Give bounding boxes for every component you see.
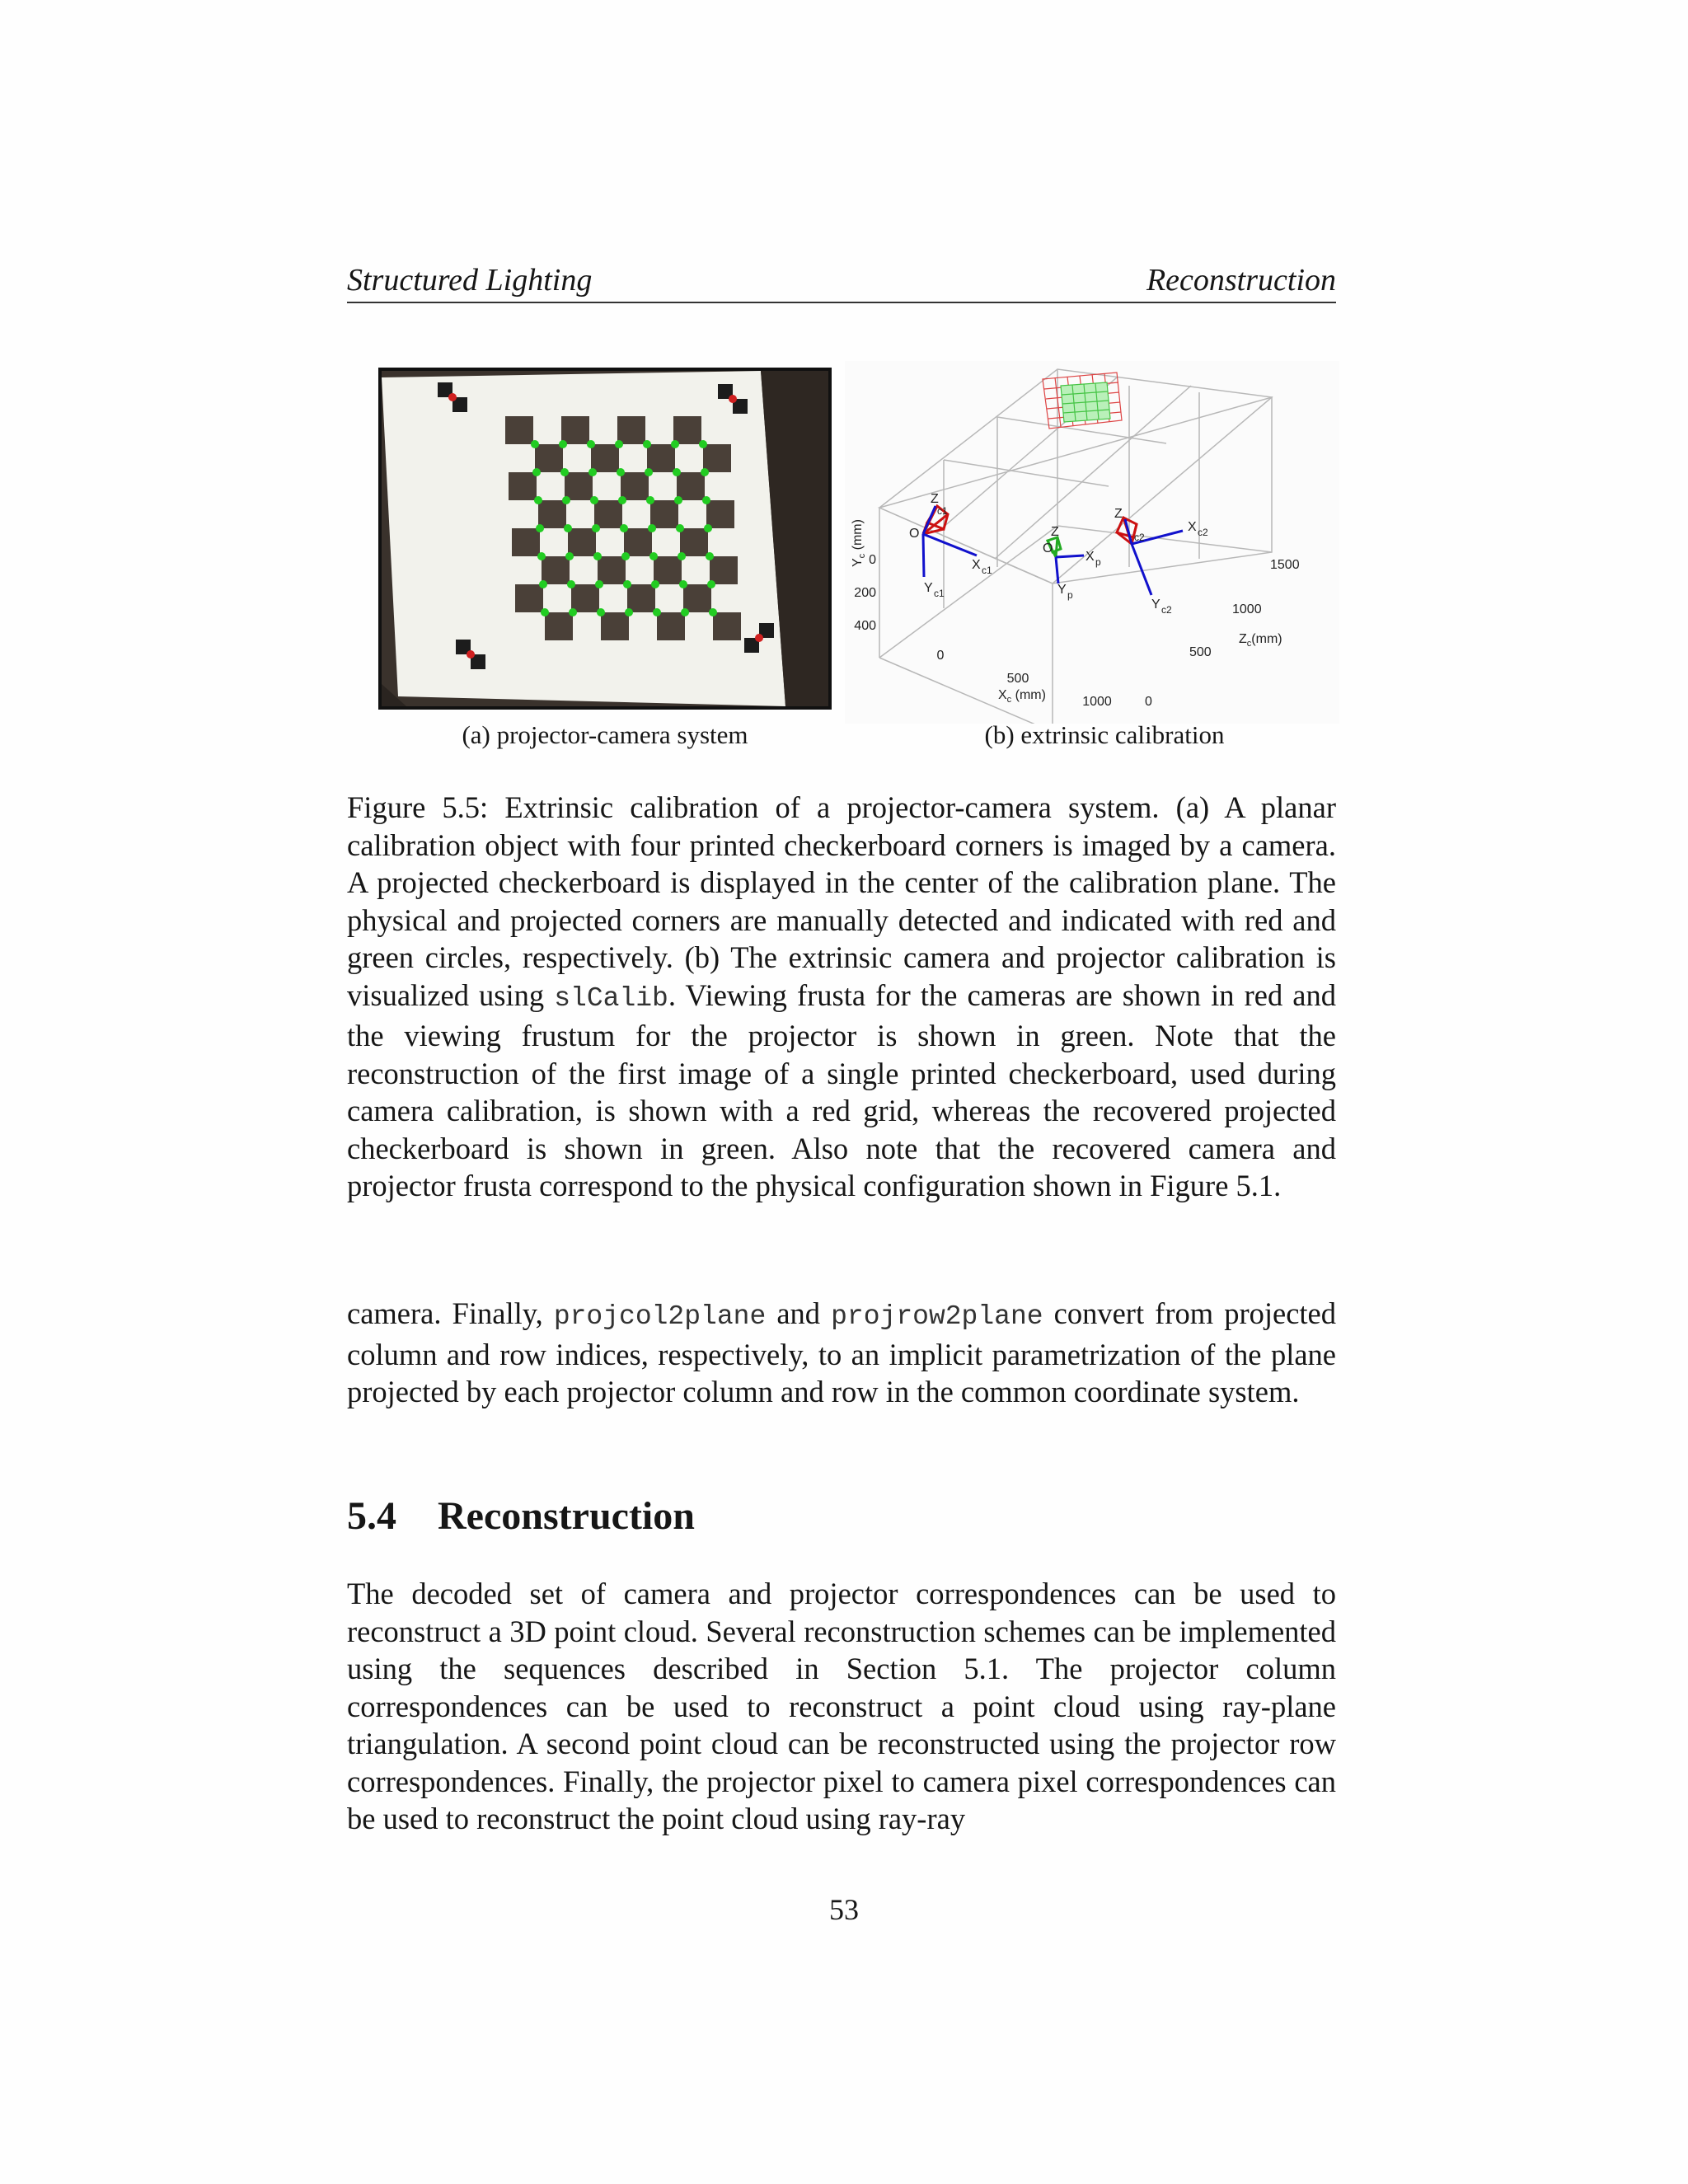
section-paragraph: The decoded set of camera and projector correspondences can be used to reconstruct a 3D point cloud. Several reconstruction schemes can be implemented using the sequences described in Section 5.1. The projector column correspondences can be used to reconstruct a point cloud using ray-plane triangulation. A second point cloud can be reconstructed using the projector row correspondences. Finally, the projector pixel to camera pixel correspondences can be used to reconstruct the point cloud using ray-ray: [347, 1577, 1336, 1835]
checker-square: [591, 444, 619, 472]
detected-corner: [559, 440, 567, 448]
y-axis-label: $Y_c$ (mm): [851, 519, 867, 567]
subcaption-b: (b) extrinsic calibration: [984, 720, 1225, 749]
y-tick: 400: [854, 619, 876, 633]
checker-square: [680, 528, 708, 556]
detected-corner: [701, 468, 709, 476]
checker-square: [598, 556, 626, 584]
detected-corner: [645, 468, 653, 476]
detected-corner: [643, 440, 651, 448]
detected-corner: [648, 524, 656, 532]
para-text: camera. Finally,: [347, 1296, 554, 1330]
checker-square: [542, 556, 570, 584]
proj-y-sub: p: [1067, 589, 1073, 601]
detected-corner: [699, 440, 707, 448]
detected-corner: [593, 552, 602, 560]
detected-corner: [653, 608, 661, 616]
checker-square: [624, 528, 652, 556]
checker-square: [565, 472, 593, 500]
z-tick: 500: [1189, 645, 1212, 659]
detected-corner: [537, 552, 546, 560]
checker-square: [601, 612, 629, 640]
checker-square: [538, 500, 566, 528]
detected-corner: [562, 496, 570, 504]
cam1-z-label: Z: [931, 492, 939, 506]
cam1-y-label: Y: [924, 581, 933, 595]
checker-square: [713, 612, 741, 640]
caption-code: slCalib: [554, 982, 668, 1014]
detected-corner: [532, 468, 541, 476]
detected-corner: [565, 552, 574, 560]
checker-square: [561, 416, 589, 444]
detected-corner: [567, 580, 575, 588]
checker-square: [621, 472, 649, 500]
proj-origin-label: O: [1043, 541, 1053, 555]
detected-corner: [625, 608, 633, 616]
detected-corner: [679, 580, 687, 588]
checker-square: [509, 472, 537, 500]
detected-corner: [560, 468, 569, 476]
figure-b-plot: [845, 361, 1339, 724]
checker-square: [706, 500, 734, 528]
detected-corner: [704, 524, 712, 532]
figure-caption: [347, 789, 1336, 1205]
proj-x-label: X: [1085, 550, 1095, 564]
detected-corner: [702, 496, 710, 504]
cam2-c-sub: c2: [1134, 532, 1145, 543]
checker-square: [677, 472, 705, 500]
detected-corner: [673, 468, 681, 476]
para-text: and: [766, 1296, 832, 1330]
detected-corner: [623, 580, 631, 588]
detected-corner: [564, 524, 572, 532]
caption-text-1: Figure 5.5: Extrinsic calibration of a projector-camera system. (a) A planar calibration object with four printed checkerboard corners is imaged by a camera. A projected checkerboard is displayed in the center of the calibration plane. The physical and projected corners are manually detected and indicated with red and green circles, respectively. (b) The extrinsic camera and projector calibration is visualized using: [347, 790, 1336, 1012]
proj-y-label: Y: [1057, 583, 1067, 597]
checker-square: [515, 584, 543, 612]
detected-corner: [569, 608, 577, 616]
detected-corner: [587, 440, 595, 448]
detected-corner: [651, 580, 659, 588]
z-tick: 1000: [1232, 602, 1262, 616]
z-axis-label: $Z_c(mm)$: [1239, 632, 1282, 649]
y-tick: 0: [869, 553, 876, 567]
x-tick: 500: [1006, 672, 1029, 686]
y-tick: 200: [854, 586, 876, 600]
detected-corner: [595, 580, 603, 588]
cam2-x-label: X: [1188, 520, 1197, 534]
proj-z-label: Z: [1051, 525, 1059, 539]
detected-corner: [706, 552, 714, 560]
code-projcol2plane: projcol2plane: [553, 1301, 767, 1332]
cam2-z-label: Z: [1114, 507, 1123, 521]
cam2-x-sub: c2: [1198, 527, 1208, 538]
x-tick: 1000: [1082, 695, 1112, 709]
detected-corner: [588, 468, 597, 476]
detected-corner: [707, 580, 715, 588]
detected-corner: [674, 496, 682, 504]
detected-corner: [615, 440, 623, 448]
checker-square: [703, 444, 731, 472]
checkerboard-green-grid: [1061, 382, 1110, 422]
para-text: convert from projected column and row indices, respectively, to an implicit parametrization of the plane projected by each projector column and row in the common coordinate system.: [347, 1296, 1336, 1408]
detected-corner: [646, 496, 654, 504]
checker-square: [627, 584, 655, 612]
header-chapter-title: Structured Lighting: [347, 263, 593, 298]
detected-corner: [539, 580, 547, 588]
checker-square: [545, 612, 573, 640]
checker-square: [654, 556, 682, 584]
detected-corner: [678, 552, 686, 560]
running-header: [347, 257, 1336, 303]
cam1-origin-label: O: [909, 527, 920, 541]
detected-corner: [676, 524, 684, 532]
figure-a-photo: [378, 368, 832, 710]
cam2-y-label: Y: [1151, 598, 1160, 612]
header-section-title: Reconstruction: [1146, 263, 1336, 298]
section-title: Reconstruction: [438, 1494, 695, 1538]
detected-corner: [541, 608, 549, 616]
detected-corner: [536, 524, 544, 532]
detected-corner: [671, 440, 679, 448]
detected-corner: [709, 608, 717, 616]
x-tick: 0: [936, 649, 945, 663]
cam1-x-sub: c1: [982, 565, 992, 576]
detected-corner: [534, 496, 542, 504]
continued-paragraph: [347, 1295, 1336, 1411]
detected-corner: [592, 524, 600, 532]
checker-square: [505, 416, 533, 444]
checker-square: [512, 528, 540, 556]
checker-square: [535, 444, 563, 472]
code-projrow2plane: projrow2plane: [831, 1301, 1043, 1332]
checker-square: [617, 416, 645, 444]
page-number: 53: [829, 1893, 859, 1926]
checker-square: [571, 584, 599, 612]
checker-square: [683, 584, 711, 612]
cam1-y-sub: c1: [934, 588, 945, 599]
cam1-x-label: X: [972, 558, 981, 572]
detected-corner: [617, 468, 625, 476]
checker-square: [568, 528, 596, 556]
detected-corner: [618, 496, 626, 504]
section-number: 5.4: [347, 1494, 396, 1538]
caption-text-2: . Viewing frusta for the cameras are shown in red and the viewing frustum for the projector is shown in green. Note that the reconstruction of the first image of a single printed checkerboard, used during camera calibration, is shown with a red grid, whereas the recovered projected checkerboard is shown in green. Also note that the recovered camera and projector frusta correspond to the physical configuration shown in Figure 5.1.: [347, 977, 1336, 1202]
checker-square: [673, 416, 701, 444]
cam2-y-sub: c2: [1161, 604, 1172, 616]
checker-square: [657, 612, 685, 640]
z-tick: 0: [1145, 695, 1152, 709]
detected-corner: [621, 552, 630, 560]
checker-square: [710, 556, 738, 584]
checker-square: [594, 500, 622, 528]
detected-corner: [590, 496, 598, 504]
detected-corner: [649, 552, 658, 560]
detected-corner: [597, 608, 605, 616]
detected-corner: [681, 608, 689, 616]
checker-square: [650, 500, 678, 528]
subcaption-a: (a) projector-camera system: [462, 720, 748, 749]
proj-x-sub: p: [1095, 556, 1101, 568]
checker-square: [647, 444, 675, 472]
detected-corner: [620, 524, 628, 532]
detected-corner: [531, 440, 539, 448]
cam1-z-sub: c1: [937, 505, 948, 517]
x-axis-label: $X_c$ (mm): [998, 688, 1046, 705]
z-tick: 1500: [1270, 558, 1300, 572]
section-heading: [347, 1493, 695, 1539]
